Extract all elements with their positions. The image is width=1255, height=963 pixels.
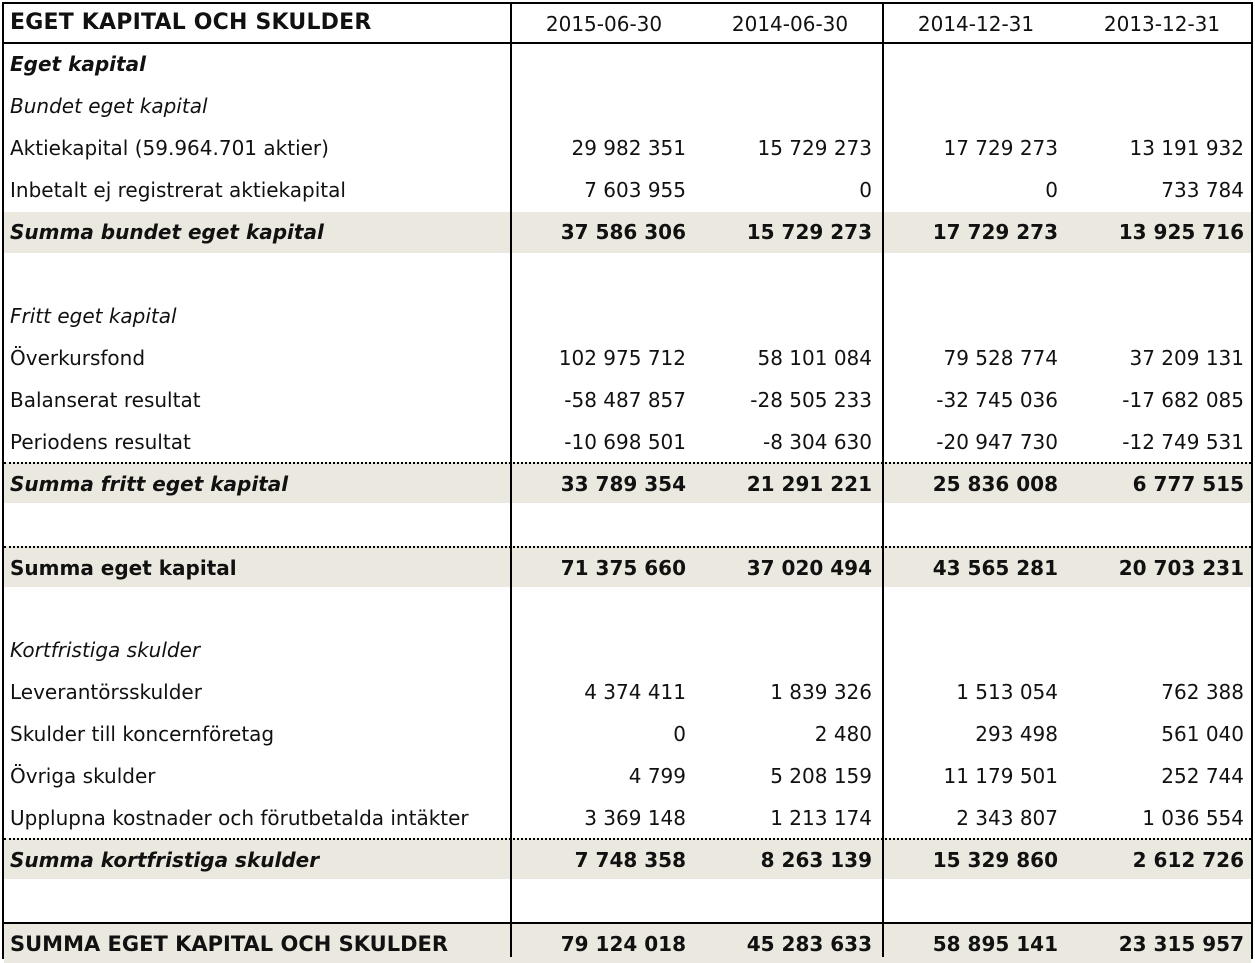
cell-value: 252 744 [1161,764,1244,788]
row-label: Överkursfond [10,346,146,370]
row-periodens-resultat [4,422,1251,463]
cell-value: 0 [1045,178,1058,202]
cell-value: 17 729 273 [932,220,1058,244]
cell-value: 13 191 932 [1129,136,1244,160]
cell-value: 762 388 [1161,680,1244,704]
section-heading-eget-kapital [4,44,1251,85]
column-header-2013-12-31: 2013-12-31 [1103,12,1221,36]
cell-value: 7 748 358 [574,848,686,872]
cell-value: 2 480 [814,722,872,746]
column-header-2014-12-31: 2014-12-31 [917,12,1035,36]
total-eget-kapital [4,546,1251,587]
subsection-heading-kortfristiga [4,630,1251,671]
row-label: Summa bundet eget kapital [10,220,324,244]
row-leverantorsskulder [4,672,1251,713]
cell-value: 5 208 159 [770,764,872,788]
subtotal-bundet [4,212,1251,253]
row-aktiekapital [4,128,1251,169]
cell-value: -58 487 857 [564,388,686,412]
cell-value: -10 698 501 [564,430,686,454]
row-label: Summa kortfristiga skulder [10,848,320,872]
cell-value: 3 369 148 [584,806,686,830]
spacer-row [4,504,1251,545]
cell-value: 11 179 501 [943,764,1058,788]
row-label: Bundet eget kapital [10,94,208,118]
cell-value: 2 612 726 [1132,848,1244,872]
cell-value: 13 925 716 [1118,220,1244,244]
cell-value: 102 975 712 [558,346,686,370]
spacer-row [4,880,1251,921]
cell-value: -12 749 531 [1122,430,1244,454]
cell-value: 37 020 494 [746,556,872,580]
row-label: Eget kapital [10,52,146,76]
cell-value: 23 315 957 [1118,932,1244,956]
cell-value: 79 528 774 [943,346,1058,370]
cell-value: 2 343 807 [956,806,1058,830]
cell-value: 293 498 [975,722,1058,746]
cell-value: 37 586 306 [560,220,686,244]
cell-value: 4 374 411 [584,680,686,704]
column-header-2015-06-30: 2015-06-30 [545,12,663,36]
cell-value: 4 799 [628,764,686,788]
row-label: Skulder till koncernföretag [10,722,275,746]
row-label: Kortfristiga skulder [10,638,201,662]
cell-value: 1 839 326 [770,680,872,704]
spacer-row [4,254,1251,295]
cell-value: 20 703 231 [1118,556,1244,580]
cell-value: 33 789 354 [560,472,686,496]
cell-value: 58 101 084 [757,346,872,370]
cell-value: 58 895 141 [932,932,1058,956]
row-label: Övriga skulder [10,764,156,788]
cell-value: -32 745 036 [936,388,1058,412]
row-label: Summa eget kapital [10,556,237,580]
cell-value: -20 947 730 [936,430,1058,454]
subtotal-fritt [4,462,1251,503]
cell-value: 733 784 [1161,178,1244,202]
row-label: Aktiekapital (59.964.701 aktier) [10,136,329,160]
row-ovriga-skulder [4,756,1251,797]
cell-value: 1 036 554 [1142,806,1244,830]
cell-value: 6 777 515 [1132,472,1244,496]
table-title: EGET KAPITAL OCH SKULDER [10,10,372,35]
row-balanserat [4,380,1251,421]
cell-value: 0 [673,722,686,746]
row-label: Inbetalt ej registrerat aktiekapital [10,178,346,202]
cell-value: 21 291 221 [746,472,872,496]
balance-sheet-table [2,2,1253,959]
row-label: Leverantörsskulder [10,680,202,704]
column-divider [882,4,884,957]
row-overkursfond [4,338,1251,379]
row-label: Summa fritt eget kapital [10,472,289,496]
cell-value: 25 836 008 [932,472,1058,496]
cell-value: 8 263 139 [760,848,872,872]
cell-value: 45 283 633 [746,932,872,956]
cell-value: 37 209 131 [1129,346,1244,370]
cell-value: 79 124 018 [560,932,686,956]
cell-value: 15 729 273 [757,136,872,160]
spacer-row [4,588,1251,629]
row-label: Periodens resultat [10,430,191,454]
cell-value: 15 729 273 [746,220,872,244]
table-header [4,4,1251,44]
row-koncernforetag [4,714,1251,755]
subtotal-kortfristiga [4,838,1251,879]
row-inbetalt [4,170,1251,211]
cell-value: 1 213 174 [770,806,872,830]
cell-value: 7 603 955 [584,178,686,202]
cell-value: -8 304 630 [762,430,872,454]
cell-value: 1 513 054 [956,680,1058,704]
subsection-heading-fritt [4,296,1251,337]
grand-total [4,922,1251,963]
cell-value: 43 565 281 [932,556,1058,580]
row-label: SUMMA EGET KAPITAL OCH SKULDER [10,932,449,956]
cell-value: 29 982 351 [571,136,686,160]
cell-value: -28 505 233 [750,388,872,412]
cell-value: 71 375 660 [560,556,686,580]
cell-value: 15 329 860 [932,848,1058,872]
cell-value: 561 040 [1161,722,1244,746]
column-divider [510,4,512,957]
column-header-2014-06-30: 2014-06-30 [731,12,849,36]
row-label: Balanserat resultat [10,388,201,412]
row-label: Upplupna kostnader och förutbetalda intäkter [10,806,469,830]
row-label: Fritt eget kapital [10,304,177,328]
row-upplupna [4,798,1251,839]
cell-value: 17 729 273 [943,136,1058,160]
subsection-heading-bundet [4,86,1251,127]
cell-value: -17 682 085 [1122,388,1244,412]
cell-value: 0 [859,178,872,202]
